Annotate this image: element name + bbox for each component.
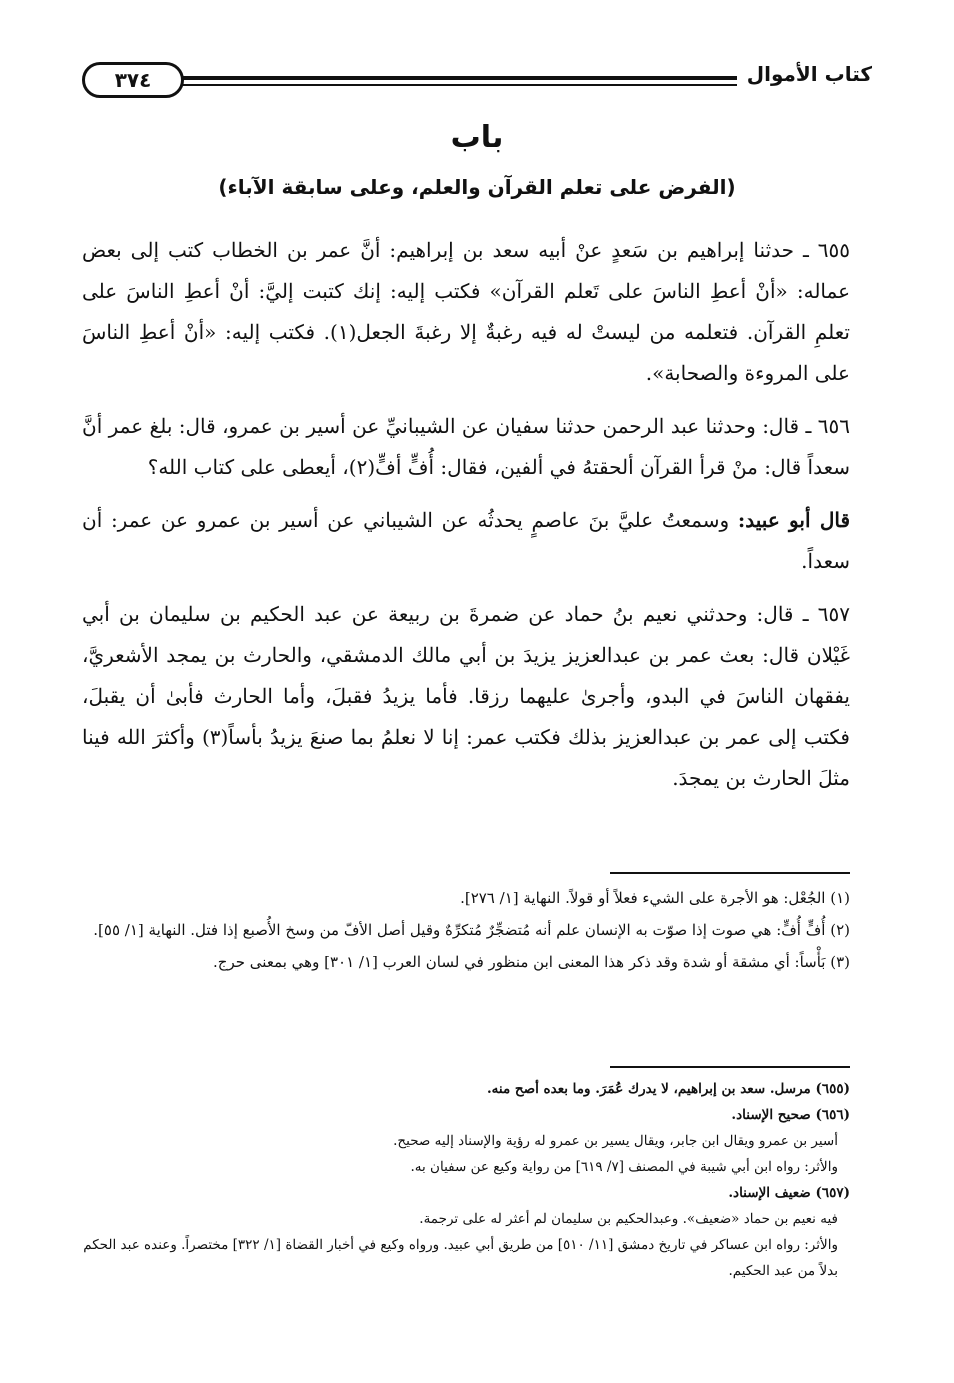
abu-ubaid-text: وسمعتُ عليَّ بنَ عاصمٍ يحدثُه عن الشيباني عن أسير بن عمرو عن عمر: أن سعداً. [82,508,850,573]
takhrij-657-heading: (٦٥٧) ضعيف الإسناد. [728,1185,850,1201]
book-title: كتاب الأموال [746,62,872,86]
takhrij-656-heading: (٦٥٦) صحيح الإسناد. [731,1107,850,1123]
narration-657: ٦٥٧ ـ قال: وحدثني نعيم بنُ حماد عن ضمرةَ بن ربيعة عن عبد الحكيم بن سليمان بن أبي غَيْلان قال: بعث عمر بن عبدالعزيز يزيدَ بن أبي مالك الدمشقي، والحارث بن يمجد الأشعريَّ، يفقهان الناسَ في البدو، وأجرىٰ عليهما رزقا. فأما يزيدُ فقبلَ، وأما الحارث فأبىٰ أن يقبلَ، فكتب إلى عمر بن عبدالعزيز بذلك فكتب عمر: إنا لا نعلمُ بما صنعَ يزيدُ بأساً(٣) وأكثرَ الله فينا مثلَ الحارث بن يمجدَ. [82,602,850,790]
footnote-1: (١) الجُعْل: هو الأجرة على الشيء فعلاً أو قولاً. النهاية [١/ ٢٧٦]. [460,889,850,907]
footnote-2: (٢) أُفٍّ أُفٍّ: هي صوت إذا صوّت به الإنسان علم أنه مُتضجِّرٌ مُتكرِّهٌ وقيل أصل الأفّ من وسخ الأُصبع إذا فتل. النهاية [١/ ٥٥]. [93,921,850,939]
footnote-3: (٣) بَأْساً: أي مشقة أو شدة وقد ذكر هذا المعنى ابن منظور في لسان العرب [١/ ٣٠١] وهي بمعنى حرج. [213,953,850,971]
takhrij-divider [610,1066,850,1068]
main-text [82,230,850,811]
takhrij-656-line-2: والأثر: رواه ابن أبي شيبة في المصنف [٧/ ٦١٩] من رواية وكيع عن سفيان به. [410,1159,838,1175]
takhrij-657-line-2: والأثر: رواه ابن عساكر في تاريخ دمشق [١١/ ٥١٠] من طريق أبي عبيد. ورواه وكيع في أخبار القضاة [١/ ٣٢٢] مختصراً. وعنده عبد الحكم بدلاً من عبد الحكيم. [83,1237,838,1279]
header-rule [177,76,737,80]
narration-656: ٦٥٦ ـ قال: وحدثنا عبد الرحمن حدثنا سفيان عن الشيبانيِّ عن أسير بن عمرو، قال: بلغ عمر أنَّ سعداً قال: منْ قرأ القرآن ألحقتهُ في ألفين، فقال: أُفٍّ أفٍّ(٢)، أيعطى على كتاب الله؟ [82,414,850,479]
abu-ubaid-note [82,500,850,582]
page-header [82,58,872,102]
abu-ubaid-label: قال أبو عبيد: [737,508,851,532]
footnotes [82,884,850,980]
takhrij-657-line-1: فيه نعيم بن حماد «ضعيف». وعبدالحكيم بن سليمان لم أعثر له على ترجمة. [419,1211,838,1227]
takhrij-notes [82,1076,850,1284]
takhrij-656-line-1: أسير بن عمرو ويقال ابن جابر، ويقال يسير بن عمرو له رؤية والإسناد إليه صحيح. [393,1133,838,1149]
chapter-subtitle: (الفرض على تعلم القرآن والعلم، وعلى سابقة الآباء) [218,175,736,199]
takhrij-655 [82,1076,850,1102]
narration-655: ٦٥٥ ـ حدثنا إبراهيم بن سَعدٍ عنْ أبيه سعد بن إبراهيم: أنَّ عمر بن الخطاب كتب إلى بعض عماله: «أنْ أعطِ الناسَ على تَعلم القرآن» فكتب إليه: إنك كتبت إليَّ: أنْ أعطِ الناسَ على تعلمِ القرآن. فتعلمه من ليستْ له فيه رغبةٌ إلا رغبةَ الجعل(١). فكتب إليه: «أنْ أعطِ الناسَ على المروءة والصحابة». [82,238,850,385]
takhrij-655-text: (٦٥٥) مرسل. سعد بن إبراهيم، لا يدرك عُمَرَ. وما بعده أصح منه. [486,1081,850,1097]
footnote-divider [610,872,850,874]
page-number: ٣٧٤ [82,62,184,98]
chapter-title: باب [450,120,504,155]
